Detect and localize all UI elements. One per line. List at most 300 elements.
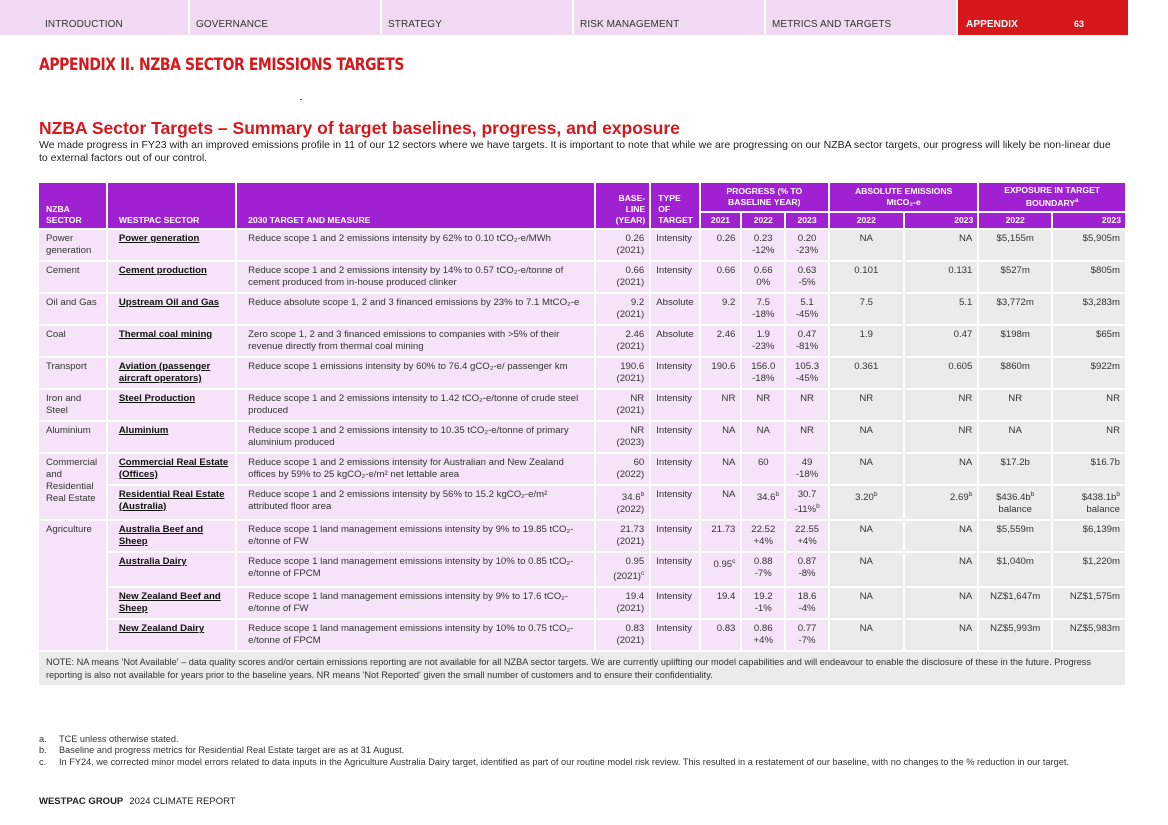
progress-2021-cell-line (706, 556, 736, 571)
footnote-a (39, 734, 1134, 745)
absolute-2022-cell-line: NA (859, 556, 873, 568)
absolute-2022-cell-line: 7.5 (859, 296, 873, 308)
baseline-cell-line: (2021) (616, 308, 645, 320)
progress-2022-cell-line: NR (756, 392, 771, 404)
westpac-sector-link (108, 553, 235, 586)
progress-2022-cell (742, 553, 784, 586)
baseline-cell (596, 620, 649, 650)
baseline-cell (596, 390, 649, 420)
top-navigation (0, 0, 1168, 35)
footnote-marker: b (873, 490, 878, 498)
westpac-sector-link (108, 454, 235, 484)
absolute-2023-cell (905, 553, 978, 586)
type-cell (651, 230, 698, 260)
progress-2023-cell (786, 390, 828, 420)
exposure-2023-cell-value: $438.1b (1081, 492, 1117, 504)
westpac-sector-link (108, 326, 235, 356)
type-cell-line: Intensity (656, 424, 692, 436)
westpac-sector-link (108, 262, 235, 292)
baseline-cell-line: (2021) (616, 372, 645, 384)
type-cell-line: Intensity (656, 392, 692, 404)
progress-2022-cell (742, 588, 784, 618)
baseline-cell-line: (2021) (616, 603, 645, 615)
exposure-2022-cell (979, 326, 1051, 356)
table-note: NOTE: NA means 'Not Available' – data quality scores and/or certain emissions reporting are not available for all NZBA sector targets. We are currently uplifting our model capabilities and will endeavour to enable the disclosure of these in the future. Progress reporting is also not available for years prior to the baseline years. NR means 'Not Reported' given the small number of customers and to ensure their confidentiality. (39, 652, 1125, 685)
type-cell-line: Absolute (656, 328, 694, 340)
exposure-2022-cell (979, 358, 1051, 388)
footnote-marker: b (1116, 490, 1120, 498)
type-cell (651, 422, 698, 452)
tab-strategy[interactable]: STRATEGY (382, 0, 572, 35)
exposure-2023-cell-line: $16.7b (1090, 456, 1120, 468)
type-cell (651, 390, 698, 420)
nzba-sector-cell-line: Coal (46, 328, 66, 340)
progress-2023-cell-line: 5.1 (800, 296, 814, 308)
baseline-cell (596, 486, 649, 519)
progress-2023-cell-line: -7% (798, 635, 816, 647)
tab-metrics-and-targets[interactable]: METRICS AND TARGETS (766, 0, 956, 35)
absolute-2023-cell-line: NR (958, 392, 973, 404)
progress-2022-cell (742, 620, 784, 650)
westpac-sector-link (108, 230, 235, 260)
progress-2021-cell (701, 454, 741, 484)
baseline-cell (596, 553, 649, 586)
header-progress-2023: 2023 (786, 213, 828, 228)
exposure-2022-cell-line (984, 489, 1046, 504)
table-row (39, 390, 1125, 420)
absolute-2023-cell-line: NR (958, 424, 973, 436)
progress-2022-cell-line: +4% (753, 635, 773, 647)
footer-brand: WESTPAC GROUP (39, 796, 124, 807)
progress-2023-cell-line: 105.3 (795, 360, 820, 372)
absolute-2023-cell-line: NA (959, 556, 973, 568)
progress-2023-cell-line: -8% (798, 568, 816, 580)
progress-2023-cell (786, 454, 828, 484)
target-cell-line: Reduce scope 1 and 2 emissions intensity to 10.35 tCO₂-e/tonne of primary aluminium produced (248, 424, 569, 448)
absolute-2022-cell-line (835, 489, 898, 504)
nzba-sector-cell (39, 422, 106, 452)
baseline-cell (596, 294, 649, 324)
absolute-2022-cell (830, 553, 903, 586)
progress-2023-cell-line: 22.55 (795, 524, 820, 536)
progress-2021-cell-line: 190.6 (711, 360, 736, 372)
progress-2023-cell-line: -81% (795, 340, 819, 352)
footnote-label: c. (39, 756, 47, 767)
type-cell (651, 553, 698, 586)
baseline-cell-line: 0.83 (625, 623, 645, 635)
exposure-2023-cell-line: $65m (1096, 328, 1120, 340)
exposure-2023-cell (1053, 521, 1125, 551)
exposure-2022-cell (979, 588, 1051, 618)
target-cell-line: Reduce scope 1 and 2 emissions intensity by 14% to 0.57 tCO₂-e/tonne of cement produced from in-house produced clinker (248, 264, 564, 288)
baseline-cell-line: (2021) (616, 404, 645, 416)
progress-2022-cell-line: -18% (752, 308, 775, 320)
baseline-cell-line: (2023) (616, 436, 645, 448)
footnote-marker: c (732, 558, 736, 566)
progress-2022-cell (742, 230, 784, 260)
header-progress-2021: 2021 (701, 213, 741, 228)
absolute-2023-cell (905, 230, 978, 260)
progress-2023-cell (786, 521, 828, 551)
footnote-marker: b (816, 502, 820, 510)
target-cell-line: Reduce scope 1 land management emissions intensity by 10% to 0.85 tCO₂-e/tonne of FPCM (248, 556, 574, 580)
absolute-2023-cell (905, 326, 978, 356)
target-cell (237, 620, 594, 650)
type-cell-line: Absolute (656, 296, 694, 308)
baseline-cell-line: 190.6 (620, 360, 645, 372)
progress-2023-cell-value: -11% (794, 504, 817, 516)
target-cell-line: Reduce scope 1 and 2 emissions intensity by 62% to 0.10 tCO₂-e/MWh (248, 232, 552, 244)
progress-2022-cell-line: 0.88 (753, 556, 773, 568)
progress-2023-cell (786, 588, 828, 618)
nzba-sector-cell (39, 294, 106, 324)
exposure-2022-cell (979, 390, 1051, 420)
progress-2022-cell-line: -23% (752, 340, 775, 352)
target-cell-line: Reduce absolute scope 1, 2 and 3 financed emissions by 23% to 7.1 MtCO₂-e (248, 296, 580, 308)
progress-2023-cell (786, 553, 828, 586)
type-cell (651, 358, 698, 388)
progress-2021-cell (701, 588, 741, 618)
footnote-label: b. (39, 745, 47, 756)
baseline-cell-line: (2021) (616, 635, 645, 647)
divider-dot (300, 99, 302, 100)
nzba-sector-cell-line: Cement (46, 264, 80, 276)
exposure-2023-cell-line: NZ$1,575m (1069, 591, 1120, 603)
progress-2021-cell (701, 230, 741, 260)
footnote-text: In FY24, we corrected minor model errors related to data inputs in the Agriculture Australia Dairy target, identified as part of our routine model risk review. This resulted in a restatement of our baseline, with no changes to the % reduction in our target. (59, 756, 1069, 767)
absolute-2023-cell (905, 294, 978, 324)
progress-2023-cell-line: -45% (795, 308, 819, 320)
absolute-2022-cell-value: 3.20 (855, 492, 874, 504)
progress-2022-cell-line (747, 489, 779, 504)
header-baseline: BASE-LINE (YEAR) (596, 183, 649, 228)
target-cell (237, 588, 594, 618)
page-footer (39, 796, 236, 807)
page-number: 63 (1073, 19, 1085, 29)
header-exposure: EXPOSURE IN TARGET BOUNDARY$^a$ (979, 183, 1125, 211)
exposure-2022-cell-line: $527m (1000, 264, 1030, 276)
exposure-2023-cell-line: balance (1086, 504, 1120, 516)
progress-2021-cell (701, 620, 741, 650)
footnote-text: TCE unless otherwise stated. (59, 734, 179, 744)
exposure-2022-cell-line: $1,040m (996, 556, 1034, 568)
exposure-2023-cell-line: $805m (1090, 264, 1120, 276)
table-row (39, 553, 1125, 586)
baseline-cell-line: NR (630, 392, 645, 404)
westpac-sector-link (108, 620, 235, 650)
exposure-2022-cell-line: NR (1008, 392, 1023, 404)
baseline-cell-line: 60 (633, 456, 645, 468)
baseline-cell (596, 230, 649, 260)
exposure-2022-cell-line: NZ$5,993m (990, 623, 1041, 635)
baseline-cell (596, 262, 649, 292)
baseline-cell-line (601, 568, 644, 583)
footer-report: 2024 CLIMATE REPORT (129, 796, 236, 807)
nzba-sector-cell-line: Aluminium (46, 424, 91, 436)
baseline-cell (596, 454, 649, 484)
header-progress-2022: 2022 (742, 213, 784, 228)
progress-2022-cell-line: 156.0 (751, 360, 776, 372)
exposure-2022-cell-line: $5,155m (996, 232, 1034, 244)
type-cell (651, 521, 698, 551)
exposure-2022-cell (979, 553, 1051, 586)
progress-2023-cell-line: 0.20 (797, 232, 817, 244)
footnote-marker: b (968, 490, 973, 498)
progress-2023-cell-line: -5% (798, 276, 816, 288)
progress-2022-cell (742, 294, 784, 324)
progress-2021-cell-line: 9.2 (722, 296, 736, 308)
tab-appendix[interactable] (958, 0, 1128, 35)
progress-2021-cell (701, 486, 741, 519)
baseline-cell-line: (2021) (616, 276, 645, 288)
progress-2022-cell (742, 422, 784, 452)
westpac-sector-link (108, 521, 235, 551)
progress-2023-cell (786, 358, 828, 388)
absolute-2022-cell-line: 0.361 (854, 360, 879, 372)
appendix-title: APPENDIX II. NZBA SECTOR EMISSIONS TARGETS (39, 55, 404, 75)
footnotes (39, 734, 1134, 768)
nzba-sector-cell (39, 262, 106, 292)
exposure-2023-cell-line: $922m (1090, 360, 1120, 372)
exposure-2023-cell (1053, 588, 1125, 618)
exposure-2023-cell (1053, 262, 1125, 292)
table-row (39, 262, 1125, 292)
progress-2023-cell-line: 0.63 (797, 264, 817, 276)
type-cell-line: Intensity (656, 360, 692, 372)
exposure-2023-cell (1053, 326, 1125, 356)
progress-2023-cell-line: NR (800, 392, 814, 404)
absolute-2022-cell-line: NA (859, 232, 873, 244)
absolute-2022-cell (830, 294, 903, 324)
table-row (39, 294, 1125, 324)
absolute-2023-cell-line: 0.47 (953, 328, 973, 340)
table-row (39, 486, 1125, 519)
target-cell-line: Reduce scope 1 and 2 emissions intensity by 56% to 15.2 kgCO₂-e/m² attributed floor area (248, 488, 548, 512)
footnote-b (39, 745, 1134, 756)
exposure-2022-cell (979, 230, 1051, 260)
baseline-cell (596, 422, 649, 452)
progress-2023-cell (786, 620, 828, 650)
exposure-2022-cell (979, 620, 1051, 650)
exposure-2023-cell (1053, 422, 1125, 452)
absolute-2022-cell (830, 230, 903, 260)
absolute-2022-cell (830, 521, 903, 551)
baseline-cell (596, 326, 649, 356)
absolute-2022-cell-line: NR (859, 392, 874, 404)
progress-2022-cell-line: 7.5 (756, 296, 770, 308)
footnote-c (39, 757, 1134, 768)
exposure-2022-cell-line: NA (1008, 424, 1022, 436)
progress-2022-cell (742, 262, 784, 292)
westpac-sector-link (108, 422, 235, 452)
nzba-sector-cell-line: Oil and Gas (46, 296, 97, 308)
exposure-2023-cell (1053, 454, 1125, 484)
baseline-cell-line: (2022) (616, 468, 645, 480)
baseline-cell-line: (2022) (616, 504, 645, 516)
exposure-2022-cell-line: $17.2b (1000, 456, 1030, 468)
progress-2021-cell (701, 294, 741, 324)
progress-2021-cell (701, 326, 741, 356)
header-absolute-2023: 2023 (905, 213, 978, 228)
absolute-2022-cell-line: NA (859, 591, 873, 603)
westpac-sector-link-line: Australia Beef and Sheep (118, 524, 204, 548)
progress-2023-cell-line: -4% (798, 603, 816, 615)
progress-2023-cell-line: 18.6 (797, 591, 817, 603)
tab-introduction[interactable]: INTRODUCTION (0, 0, 188, 35)
absolute-2022-cell-line: NA (859, 424, 873, 436)
exposure-2023-cell-line: NZ$5,983m (1069, 623, 1120, 635)
progress-2022-cell-line: NA (756, 424, 770, 436)
progress-2021-cell (701, 553, 741, 586)
exposure-2022-cell-line: $198m (1000, 328, 1030, 340)
baseline-cell-value: 34.6 (621, 492, 641, 504)
target-cell (237, 230, 594, 260)
absolute-2022-cell (830, 454, 903, 484)
nzba-sector-cell-line: Agriculture (46, 524, 92, 536)
progress-2021-cell-line: NA (722, 424, 736, 436)
absolute-2022-cell-line: NA (859, 623, 873, 635)
progress-2021-cell-line: 19.4 (716, 591, 736, 603)
nzba-sector-cell (39, 326, 106, 356)
progress-2021-cell (701, 358, 741, 388)
absolute-2023-cell (905, 588, 978, 618)
type-cell-line: Intensity (656, 524, 692, 536)
progress-2022-cell (742, 390, 784, 420)
absolute-2022-cell-line: NA (859, 456, 873, 468)
nzba-sector-cell-line: Transport (46, 360, 87, 372)
exposure-2023-cell (1053, 553, 1125, 586)
exposure-2022-cell-line: $860m (1000, 360, 1030, 372)
target-cell (237, 454, 594, 484)
nzba-sector-cell-line: Commercial and Residential Real Estate (46, 456, 98, 504)
progress-2023-cell (786, 486, 828, 519)
westpac-sector-link-line: New Zealand Dairy (118, 623, 205, 635)
absolute-2023-cell (905, 262, 978, 292)
footnote-marker: b (775, 490, 780, 498)
progress-2022-cell-line: +4% (753, 536, 773, 548)
exposure-2023-cell-line: NR (1106, 392, 1120, 404)
absolute-2023-cell (905, 454, 978, 484)
exposure-2022-cell-line: NZ$1,647m (990, 591, 1041, 603)
progress-2021-cell (701, 262, 741, 292)
progress-2022-cell-line: 19.2 (753, 591, 773, 603)
target-cell (237, 553, 594, 586)
nzba-sector-cell (39, 230, 106, 260)
footnote-marker: b (640, 490, 645, 498)
type-cell (651, 620, 698, 650)
nzba-sector-cell (39, 358, 106, 388)
westpac-sector-link-line: Upstream Oil and Gas (118, 296, 220, 308)
exposure-2023-cell-line: $3,283m (1082, 296, 1120, 308)
progress-2021-cell (701, 521, 741, 551)
exposure-2022-cell (979, 422, 1051, 452)
baseline-cell-line: 9.2 (630, 296, 645, 308)
exposure-2022-cell (979, 294, 1051, 324)
progress-2022-cell-line: 1.9 (756, 328, 770, 340)
progress-2021-cell-line: 21.73 (711, 524, 736, 536)
progress-2023-cell-line: 0.87 (797, 556, 817, 568)
type-cell (651, 294, 698, 324)
progress-2022-cell-line: -18% (752, 372, 775, 384)
baseline-cell-line: 0.26 (625, 232, 645, 244)
exposure-2023-cell-line (1058, 489, 1120, 504)
absolute-2023-cell-line: 5.1 (958, 296, 973, 308)
intro-paragraph: We made progress in FY23 with an improved emissions profile in 11 of our 12 sectors where we have targets. It is important to note that while we are progressing on our NZBA sector targets, our progress will likely be non-linear due to external factors out of our control. (39, 139, 1111, 164)
progress-2021-cell-line: NA (722, 456, 736, 468)
table-row (39, 230, 1125, 260)
exposure-2023-cell (1053, 294, 1125, 324)
target-cell-line: Reduce scope 1 and 2 emissions intensity for Australian and New Zealand offices by 59% to 25 kgCO₂-e/m² net lettable area (248, 456, 564, 480)
absolute-2023-cell-line: NA (959, 623, 973, 635)
absolute-2022-cell-line: NA (859, 524, 873, 536)
target-cell (237, 390, 594, 420)
baseline-cell-value: (2021) (613, 571, 641, 583)
header-type: TYPE OF TARGET (651, 183, 698, 228)
westpac-sector-link-line: Aluminium (118, 424, 169, 436)
absolute-2023-cell-line: 0.605 (948, 360, 973, 372)
absolute-2023-cell (905, 521, 978, 551)
target-cell-line: Reduce scope 1 and 2 emissions intensity to 1.42 tCO₂-e/tonne of crude steel produced (248, 392, 579, 416)
progress-2023-cell (786, 230, 828, 260)
type-cell-line: Intensity (656, 264, 692, 276)
progress-2022-cell-line: 0.23 (753, 232, 773, 244)
target-cell (237, 326, 594, 356)
header-nzba-sector: NZBA SECTOR (39, 183, 106, 228)
exposure-2023-cell (1053, 486, 1125, 519)
exposure-2023-cell (1053, 620, 1125, 650)
type-cell-line: Intensity (656, 591, 692, 603)
tab-risk-management[interactable]: RISK MANAGEMENT (574, 0, 764, 35)
progress-2023-cell-line: -45% (795, 372, 819, 384)
table-row (39, 358, 1125, 388)
progress-2023-cell-line: -18% (795, 468, 819, 480)
absolute-2022-cell (830, 326, 903, 356)
absolute-2022-cell (830, 486, 903, 519)
westpac-sector-link (108, 294, 235, 324)
baseline-cell-line: (2021) (616, 340, 645, 352)
footnote-text: Baseline and progress metrics for Residential Real Estate target are as at 31 August. (59, 745, 405, 756)
exposure-2023-cell (1053, 230, 1125, 260)
westpac-sector-link-line: Aviation (passenger aircraft operators) (118, 360, 211, 384)
exposure-2022-cell (979, 486, 1051, 519)
progress-2022-cell-line: -12% (752, 244, 775, 256)
baseline-cell-line: 0.95 (625, 556, 645, 568)
progress-2021-cell-line: 0.83 (716, 623, 736, 635)
progress-2022-cell-line: 0.86 (753, 623, 773, 635)
tab-governance[interactable]: GOVERNANCE (190, 0, 380, 35)
target-cell-line: Reduce scope 1 land management emissions intensity by 9% to 17.6 tCO₂-e/tonne of FW (248, 591, 569, 615)
absolute-2023-cell (905, 620, 978, 650)
progress-2023-cell (786, 294, 828, 324)
header-exposure-2022: 2022 (979, 213, 1051, 228)
progress-2022-cell (742, 521, 784, 551)
exposure-2022-cell-line: $3,772m (996, 296, 1034, 308)
nzba-sector-cell (39, 390, 106, 420)
progress-2022-cell-line: 0% (756, 276, 771, 288)
footnote-marker: b (1030, 490, 1035, 498)
progress-2023-cell-line: 49 (801, 456, 813, 468)
target-cell (237, 262, 594, 292)
progress-2022-cell (742, 454, 784, 484)
baseline-cell (596, 521, 649, 551)
westpac-sector-link-line: Australia Dairy (118, 556, 187, 568)
exposure-2022-cell (979, 454, 1051, 484)
absolute-2023-cell (905, 422, 978, 452)
absolute-2022-cell (830, 262, 903, 292)
target-cell (237, 358, 594, 388)
progress-2022-cell (742, 358, 784, 388)
progress-2023-cell-line (791, 501, 823, 516)
